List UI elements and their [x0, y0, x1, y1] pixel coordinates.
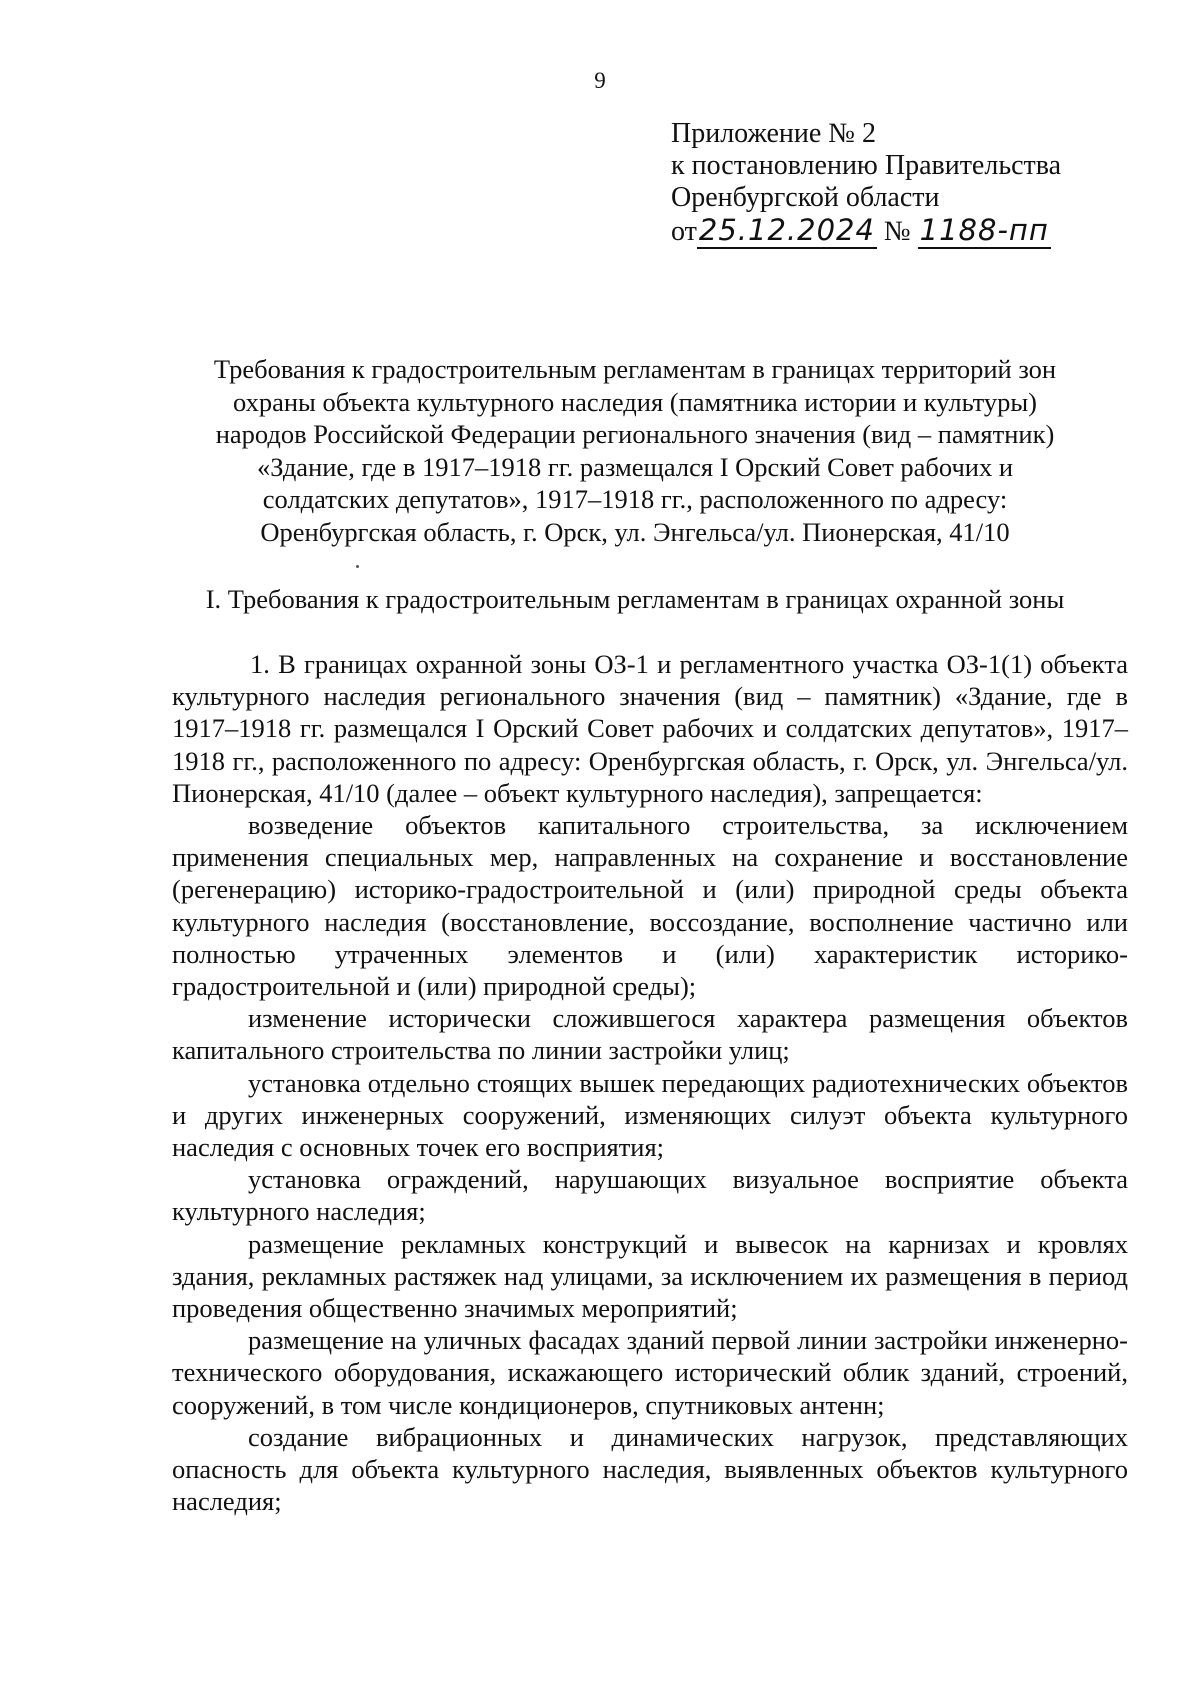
title-line-6: Оренбургская область, г. Орск, ул. Энгельса/ул. Пионерская, 41/10	[260, 516, 1010, 547]
title-line-1: Требования к градостроительным регламентам в границах территорий зон	[213, 354, 1057, 384]
appendix-line-2: к постановлению Правительства	[671, 150, 1062, 181]
title-line-4: «Здание, где в 1917–1918 гг. размещался I Орский Совет рабочих и	[256, 451, 1014, 482]
paragraph: изменение исторически сложившегося характера размещения объектов капитального строительства по линии застройки улиц;	[172, 1003, 1128, 1066]
paragraph: установка отдельно стоящих вышек передающих радиотехнических объектов и других инженерных сооружений, изменяющих силуэт объекта культурного наследия с основных точек его восприятия;	[172, 1067, 1128, 1163]
paragraph: установка ограждений, нарушающих визуальное восприятие объекта культурного наследия;	[172, 1164, 1128, 1227]
document-title	[160, 353, 1110, 548]
appendix-from-label: от	[671, 216, 697, 247]
body-text	[172, 648, 1128, 1517]
appendix-date: 25.12.2024	[698, 213, 875, 247]
paragraph: 1. В границах охранной зоны ОЗ-1 и регламентного участка ОЗ-1(1) объекта культурного наследия регионального значения (вид – памятник) «Здание, где в 1917–1918 гг. размещался I Орский Совет рабочих и солдатских депутатов», 1917–1918 гг., расположенного по адресу: Оренбургская область, г. Орск, ул. Энгельса/ул. Пионерская, 41/10 (далее – объект культурного наследия), запрещается:	[172, 649, 1128, 808]
paragraph: размещение на уличных фасадах зданий первой линии застройки инженерно-технического оборудования, искажающего исторический облик зданий, строений, сооружений, в том числе кондиционеров, спутниковых антенн;	[172, 1325, 1128, 1420]
title-line-5: солдатских депутатов», 1917–1918 гг., расположенного по адресу:	[262, 484, 1008, 514]
appendix-line-1: Приложение № 2	[671, 118, 876, 149]
section-heading: I. Требования к градостроительным регламентам в границах охранной зоны	[205, 584, 1065, 614]
page-number: 9	[594, 68, 606, 93]
title-line-3: народов Российской Федерации регионального значения (вид – памятник)	[215, 419, 1055, 449]
appendix-line-3: Оренбургской области	[671, 182, 940, 213]
appendix-block	[671, 118, 1061, 248]
appendix-number: 1188-пп	[919, 213, 1049, 247]
paragraph: создание вибрационных и динамических нагрузок, представляющих опасность для объекта культурного наследия, выявленных объектов культурного наследия;	[172, 1421, 1128, 1517]
appendix-line-4	[671, 214, 1061, 248]
paragraph: возведение объектов капитального строительства, за исключением применения специальных мер, направленных на сохранение и восстановление (регенерацию) историко-градостроительной и (или) природной среды объекта культурного наследия (восстановление, воссоздание, восполнение частично или полностью утраченных элементов и (или) характеристик историко-градостроительной и (или) природной среды);	[172, 810, 1128, 1002]
scan-speck	[356, 565, 359, 568]
appendix-number-label: №	[883, 216, 911, 247]
paragraph: размещение рекламных конструкций и вывесок на карнизах и кровлях здания, рекламных растяжек над улицами, за исключением их размещения в период проведения общественно значимых мероприятий;	[172, 1228, 1128, 1324]
title-line-2: охраны объекта культурного наследия (памятника истории и культуры)	[232, 386, 1038, 417]
